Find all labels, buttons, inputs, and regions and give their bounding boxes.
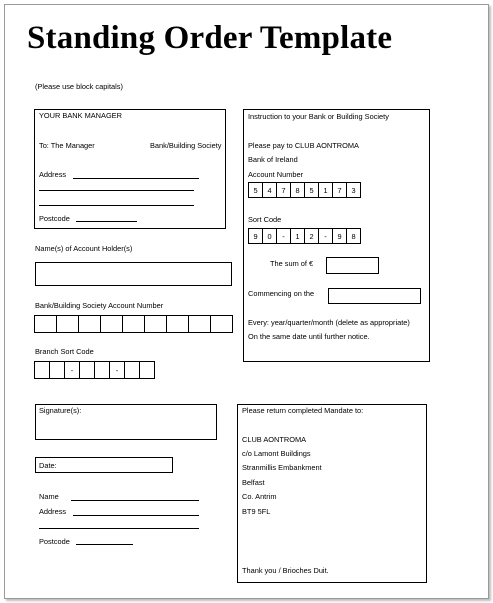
- bank-society-label: Bank/Building Society: [150, 141, 222, 150]
- sort-code-cell: -: [65, 362, 80, 378]
- payee-account-digit: 5: [305, 183, 319, 197]
- thanks-line: Thank you / Brioches Duit.: [242, 566, 329, 575]
- postcode-line[interactable]: [76, 544, 133, 545]
- bank-manager-heading: YOUR BANK MANAGER: [39, 111, 122, 120]
- same-date-line: On the same date until further notice.: [248, 332, 370, 341]
- commencing-date-field[interactable]: [328, 288, 421, 304]
- mandate-address-line: Stranmillis Embankment: [242, 463, 322, 472]
- sort-code-cell[interactable]: [35, 362, 50, 378]
- postcode-label: Postcode: [39, 537, 70, 546]
- mandate-heading: Please return completed Mandate to:: [242, 406, 364, 415]
- instruction-sort-code-label: Sort Code: [248, 215, 282, 224]
- payee-sort-digit: -: [319, 229, 333, 243]
- name-label: Name: [39, 492, 59, 501]
- payee-sort-digit: 9: [249, 229, 263, 243]
- mandate-address-line: Belfast: [242, 478, 265, 487]
- account-number-field[interactable]: [34, 315, 233, 333]
- instruction-account-number-label: Account Number: [248, 170, 304, 179]
- account-holders-label: Name(s) of Account Holder(s): [35, 244, 133, 253]
- address-line-1[interactable]: [73, 515, 199, 516]
- payee-account-digit: 4: [263, 183, 277, 197]
- sort-code-cell: -: [110, 362, 125, 378]
- payee-account-digit: 1: [319, 183, 333, 197]
- account-number-cell[interactable]: [145, 316, 167, 332]
- bank-address-line-1[interactable]: [73, 178, 199, 179]
- bank-address-label: Address: [39, 170, 67, 179]
- bank-postcode-line[interactable]: [76, 221, 137, 222]
- address-label: Address: [39, 507, 67, 516]
- account-number-cell[interactable]: [123, 316, 145, 332]
- payee-sort-digit: 9: [333, 229, 347, 243]
- sort-code-cell[interactable]: [50, 362, 65, 378]
- payee-account-digit: 5: [249, 183, 263, 197]
- payee-account-digit: 7: [277, 183, 291, 197]
- sum-field[interactable]: [326, 257, 379, 274]
- address-line-2[interactable]: [39, 528, 199, 529]
- account-number-cell[interactable]: [167, 316, 189, 332]
- account-number-cell[interactable]: [35, 316, 57, 332]
- bank-address-line-3[interactable]: [39, 205, 194, 206]
- sort-code-cell[interactable]: [140, 362, 155, 378]
- bank-manager-box: [34, 109, 226, 229]
- block-capitals-note: (Please use block capitals): [35, 82, 123, 91]
- to-manager-label: To: The Manager: [39, 141, 95, 150]
- mandate-address-line: CLUB AONTROMA: [242, 435, 307, 444]
- account-holders-field[interactable]: [35, 262, 232, 286]
- account-number-cell[interactable]: [101, 316, 123, 332]
- payee-sort-digit: 2: [305, 229, 319, 243]
- payee-account-digit: 7: [333, 183, 347, 197]
- instruction-heading: Instruction to your Bank or Building Society: [248, 112, 389, 121]
- sum-label: The sum of €: [270, 259, 314, 268]
- bank-address-line-2[interactable]: [39, 190, 194, 191]
- account-number-label: Bank/Building Society Account Number: [35, 301, 164, 310]
- payee-sort-digit: -: [277, 229, 291, 243]
- payee-account-number: [248, 182, 361, 198]
- mandate-address-line: BT9 5FL: [242, 507, 271, 516]
- payee-account-digit: 3: [347, 183, 361, 197]
- bank-name-line: Bank of Ireland: [248, 155, 298, 164]
- payee-sort-digit: 8: [347, 229, 361, 243]
- sort-code-cell[interactable]: [125, 362, 140, 378]
- sort-code-cell[interactable]: [80, 362, 95, 378]
- payee-sort-digit: 1: [291, 229, 305, 243]
- page-title: Standing Order Template: [27, 20, 393, 56]
- mandate-address-line: Co. Antrim: [242, 492, 277, 501]
- account-number-cell[interactable]: [57, 316, 79, 332]
- signature-label: Signature(s):: [39, 406, 82, 415]
- frequency-line: Every: year/quarter/month (delete as appropriate): [248, 318, 410, 327]
- commencing-label: Commencing on the: [248, 289, 315, 298]
- name-line[interactable]: [71, 500, 199, 501]
- branch-sort-code-field[interactable]: [34, 361, 155, 379]
- payee-account-digit: 8: [291, 183, 305, 197]
- account-number-cell[interactable]: [79, 316, 101, 332]
- mandate-address-line: c/o Lamont Buildings: [242, 449, 311, 458]
- sort-code-cell[interactable]: [95, 362, 110, 378]
- pay-to-line: Please pay to CLUB AONTROMA: [248, 141, 359, 150]
- account-number-cell[interactable]: [189, 316, 211, 332]
- bank-postcode-label: Postcode: [39, 214, 70, 223]
- date-label: Date:: [39, 461, 57, 470]
- payee-sort-digit: 0: [263, 229, 277, 243]
- account-number-cell[interactable]: [211, 316, 233, 332]
- payee-sort-code: [248, 228, 361, 244]
- branch-sort-code-label: Branch Sort Code: [35, 347, 94, 356]
